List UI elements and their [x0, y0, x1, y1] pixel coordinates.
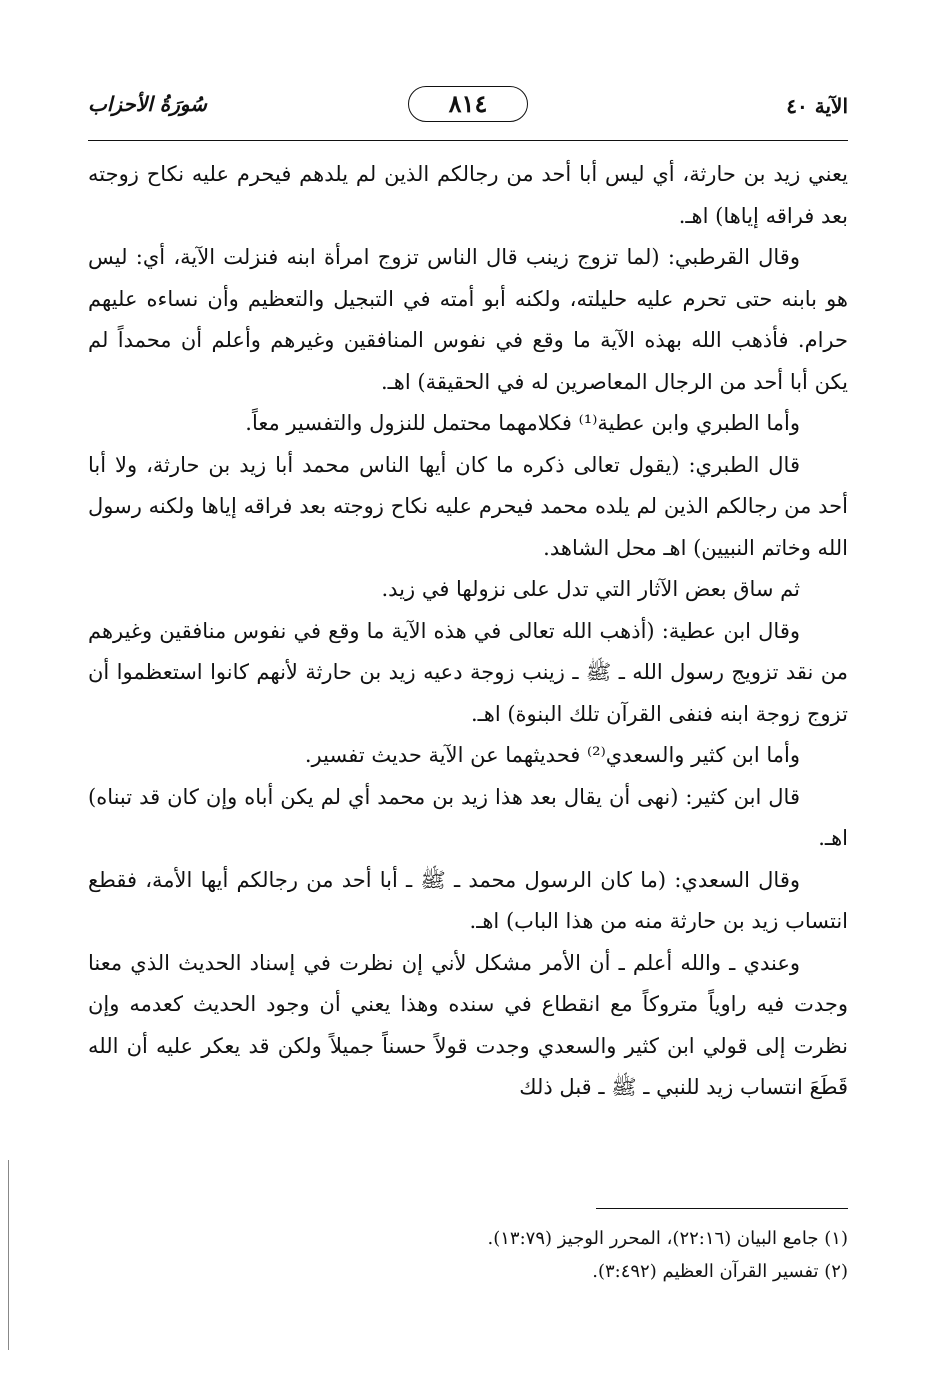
paragraph: قال الطبري: (يقول تعالى ذكره ما كان أيها الناس محمد أبا زيد بن حارثة، ولا أبا أحد من رجالكم الذين لم يلده محمد فيحرم عليه نكاح زوجته بعد فراقه إياها ولكنه رسول الله وخاتم النبيين) اهـ محل الشاهد. [88, 452, 848, 560]
paragraph: وقال القرطبي: (لما تزوج زينب قال الناس تزوج امرأة ابنه فنزلت الآية، أي: ليس هو بابنه حتى تحرم عليه حليلته، ولكنه أبو أمته في التبجيل والتعظيم وأن نساءه عليهم حرام. فأذهب الله بهذه الآية ما وقع في نفوس المنافقين وغيرهم وأعلم أن محمداً لم يكن أبا أحد من الرجال المعاصرين له في الحقيقة) اهـ. [88, 245, 848, 394]
ayah-label: الآية ٤٠ [786, 94, 848, 118]
paragraph: وعندي ـ والله أعلم ـ أن الأمر مشكل لأني إن نظرت في إسناد الحديث الذي معنا وجدت فيه راوياً متروكاً مع انقطاع في سنده وهذا يعني أن وجود الحديث كعدمه وإن نظرت إلى قولي ابن كثير والسعدي وجدت قولاً حسناً جميلاً ولكن قد يعكر عليه أن الله قَطَعَ انتساب زيد للنبي ـ ﷺ ـ قبل ذلك [88, 950, 848, 1099]
footnotes [88, 1222, 848, 1288]
footnote: (٢) تفسير القرآن العظيم (٣:٤٩٢). [592, 1261, 848, 1282]
paragraph: وقال ابن عطية: (أذهب الله تعالى في هذه الآية ما وقع في نفوس منافقين وغيرهم من نقد تزويج رسول الله ـ ﷺ ـ زينب زوجة دعيه زيد بن حارثة لأنهم كانوا استعظموا أن تزوج زوجة ابنه فنفى القرآن تلك البنوة) اهـ. [88, 618, 848, 726]
paragraph: وقال السعدي: (ما كان الرسول محمد ـ ﷺ ـ أبا أحد من رجالكم أيها الأمة، فقطع انتساب زيد بن حارثة منه من هذا الباب) اهـ. [88, 867, 848, 933]
footnote: (١) جامع البيان (٢٢:١٦)، المحرر الوجيز (١٣:٧٩). [487, 1228, 848, 1249]
main-text [88, 154, 848, 1109]
paragraph: وأما ابن كثير والسعدي⁽²⁾ فحديثهما عن الآية حديث تفسير. [304, 743, 800, 767]
header-divider [88, 140, 848, 141]
scan-margin-line [8, 1160, 9, 1350]
paragraph: يعني زيد بن حارثة، أي ليس أبا أحد من رجالكم الذين لم يلدهم فيحرم عليه نكاح زوجته بعد فراقه إياها) اهـ. [88, 162, 848, 228]
paragraph: ثم ساق بعض الآثار التي تدل على نزولها في زيد. [381, 577, 800, 601]
paragraph: وأما الطبري وابن عطية⁽¹⁾ فكلامهما محتمل للنزول والتفسير معاً. [245, 411, 800, 435]
surah-title: سُورَةُ الأحزاب [88, 92, 207, 116]
page-header [88, 82, 848, 134]
page-number: ٨١٤ [408, 86, 528, 122]
footnote-divider [596, 1208, 848, 1209]
paragraph: قال ابن كثير: (نهى أن يقال بعد هذا زيد بن محمد أي لم يكن أباه وإن كان قد تبناه) اهـ. [88, 784, 848, 850]
